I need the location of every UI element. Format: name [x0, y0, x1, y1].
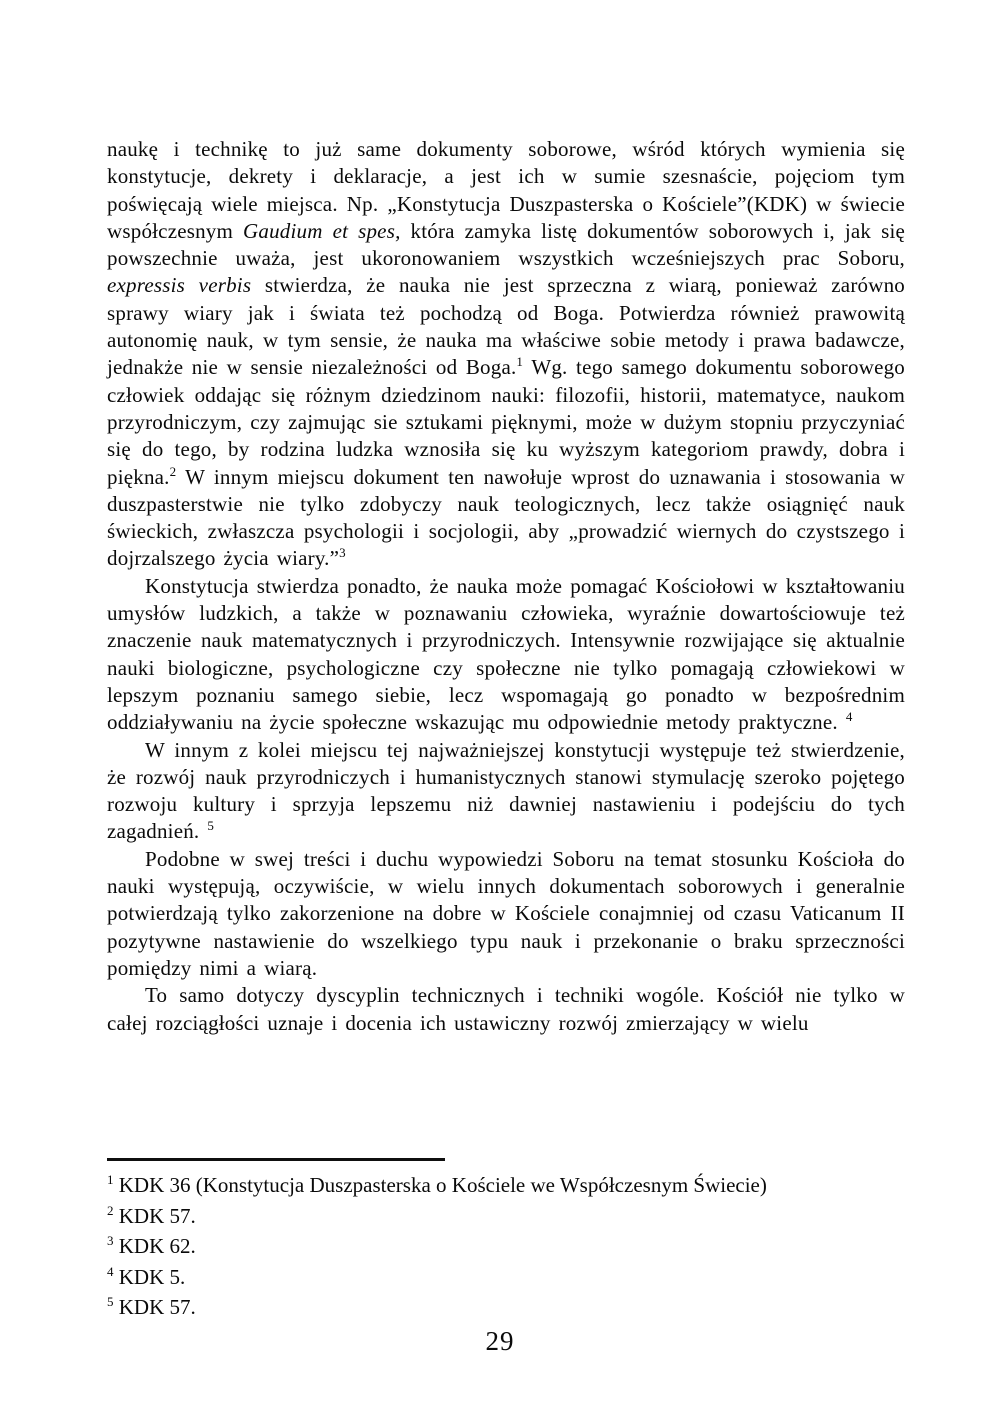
text-run: To samo dotyczy dyscyplin technicznych i techniki wogóle. Kościół nie tylko w całej rozciągłości uznaje i docenia ich ustawiczny rozwój zmierzający w wielu	[107, 983, 905, 1035]
paragraph	[107, 982, 905, 1037]
footnote-marker: 5	[107, 1294, 114, 1309]
footnote	[107, 1201, 905, 1232]
text-run: Wg. tego samego dokumentu soborowego człowiek oddając się różnym dziedzinom nauki: filozofii, historii, matematyce, naukom przyrodniczym, czy zajmując sie sztukami pięknymi, może w dużym stopniu przyczyniać się do tego, by rodzina ludzka wznosiła się ku wyższym kategoriom prawdy, dobra i piękna.	[107, 355, 905, 489]
page-number: 29	[485, 1326, 515, 1356]
footnote-text: KDK 57.	[113, 1203, 196, 1228]
footnote-marker: 2	[107, 1202, 114, 1218]
footnotes	[107, 1170, 905, 1323]
footnote-text: KDK 57.	[113, 1295, 196, 1319]
footnote	[107, 1170, 905, 1201]
text-run: stwierdza, że nauka nie jest sprzeczna z wiarą, ponieważ zarówno sprawy wiary jak i świata też pochodzą od Boga. Potwierdza również prawowitą autonomię nauk, w tym sensie, że nauka ma właściwe sobie metody i prawa badawcze, jednakże nie w sensie niezależności od Boga.	[107, 273, 905, 380]
footnote	[107, 1262, 905, 1293]
italic-text: expressis verbis	[107, 273, 252, 298]
paragraph	[107, 136, 905, 573]
footnote-text: KDK 36 (Konstytucja Duszpasterska o Kościele we Współczesnym Świecie)	[113, 1173, 767, 1197]
footnote-ref: 2	[169, 463, 177, 479]
paragraph	[107, 573, 905, 737]
footnote-ref: 1	[516, 354, 524, 370]
text-run: która zamyka listę dokumentów soborowych i, jak się powszechnie uważa, jest ukoronowaniem wszystkich wcześniejszych prac Soboru,	[107, 218, 905, 271]
footnote-marker: 3	[107, 1233, 114, 1248]
text-run: W innym z kolei miejscu tej najważniejszej konstytucji występuje też stwierdzenie, że rozwój nauk przyrodniczych i humanistycznych stanowi stymulację szeroko pojętego rozwoju kultury i sprzyja lepszemu niż dawniej nastawieniu i podejściu do tych zagadnień.	[107, 737, 905, 844]
body-text	[107, 136, 905, 1037]
footnote-separator	[107, 1158, 445, 1161]
footnote-ref: 5	[207, 818, 215, 834]
text-run: Konstytucja stwierdza ponadto, że nauka może pomagać Kościołowi w kształtowaniu umysłów ludzkich, a także w poznawaniu człowieka, wyraźnie dowartościowuje też znaczenie nauk matematycznych i przyrodniczych. Intensywnie rozwijające się aktualnie nauki biologiczne, psychologiczne czy społeczne nie tylko pomagają człowiekowi w lepszym poznaniu samego siebie, lecz wspomagają go ponadto w bezpośrednim oddziaływaniu na życie społeczne wskazując mu odpowiednie metody praktyczne.	[107, 573, 905, 735]
footnote-ref: 3	[339, 545, 346, 561]
footnote-marker: 4	[107, 1263, 114, 1279]
footnote-text: KDK 62.	[113, 1234, 196, 1258]
footnote-text: KDK 5.	[113, 1264, 186, 1289]
text-run: naukę i technikę to już same dokumenty soborowe, wśród których wymienia się konstytucje, dekrety i deklaracje, a jest ich w sumie szesnaście, pojęciom tym poświęcają wiele miejsca. Np. „Konstytucja Duszpasterska o Kościele”(KDK) w świecie współczesnym	[107, 137, 905, 243]
footnote-marker: 1	[107, 1172, 114, 1187]
paragraph	[107, 737, 905, 846]
footnote	[107, 1292, 905, 1323]
italic-text: Gaudium et spes,	[243, 218, 401, 243]
text-run: Podobne w swej treści i duchu wypowiedzi Soboru na temat stosunku Kościoła do nauki występują, oczywiście, w wielu innych dokumentach soborowych i generalnie potwierdzają tylko zakorzenione na dobre w Kościele conajmniej od czasu Vaticanum II pozytywne nastawienie do wszelkiego typu nauk i przekonanie o braku sprzeczności pomiędzy nimi a wiarą.	[107, 846, 905, 980]
footnote-ref: 4	[845, 709, 853, 725]
paragraph	[107, 846, 905, 982]
footnote	[107, 1231, 905, 1262]
text-run: W innym miejscu dokument ten nawołuje wprost do uznawania i stosowania w duszpasterstwie nie tylko zdobyczy nauk teologicznych, lecz także osiągnięć nauk świeckich, zwłaszcza psychologii i socjologii, aby „prowadzić wiernych do czystszego i dojrzalszego życia wiary.”	[107, 464, 905, 571]
